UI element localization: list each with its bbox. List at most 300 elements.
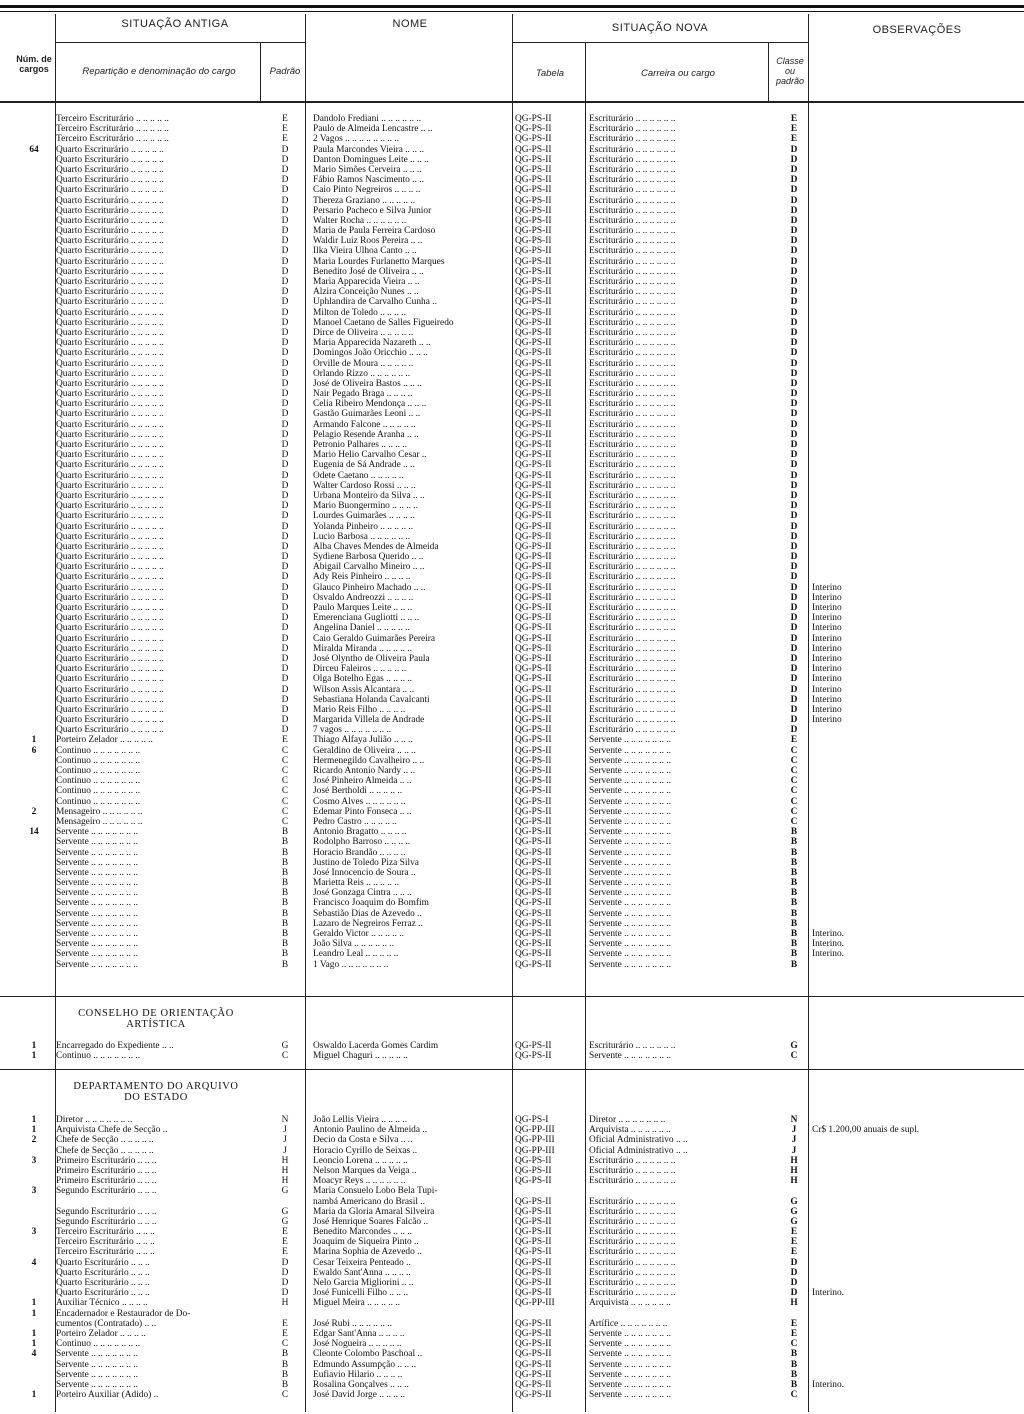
cell-nome: Pedro Castro .. .. .. .. .. xyxy=(313,816,397,827)
cell-classe: D xyxy=(790,348,798,359)
table-row xyxy=(0,685,1024,695)
cell-carreira: Escriturário .. .. .. .. .. .. xyxy=(589,226,676,237)
cell-nome: Horacio Cyrillo de Seixas .. xyxy=(313,1145,418,1156)
cell-classe: D xyxy=(790,725,798,736)
cell-classe: D xyxy=(790,205,798,216)
cell-nome: Maria Consuelo Lobo Bela Tupi- xyxy=(313,1186,438,1197)
table-row xyxy=(0,623,1024,633)
cell-nome: 7 vagos .. .. .. .. .. .. .. xyxy=(313,725,392,736)
cell-classe: D xyxy=(790,521,798,532)
cell-carreira: Escriturário .. .. .. .. .. .. xyxy=(589,1247,676,1258)
cell-reparticao: Quarto Escriturário .. .. .. .. .. xyxy=(56,531,164,542)
cell-padrao: D xyxy=(281,195,289,206)
cell-reparticao: Quarto Escriturário .. .. .. .. .. xyxy=(56,653,164,664)
cell-tabela: QG-PS-II xyxy=(515,1278,552,1288)
header-divider-left xyxy=(55,42,305,43)
cell-classe: E xyxy=(790,1227,798,1238)
cell-tabela: QG-PS-II xyxy=(515,297,552,308)
cell-tabela: QG-PS-II xyxy=(515,317,552,328)
cell-reparticao: Servente .. .. .. .. .. .. .. xyxy=(56,1359,139,1370)
cell-reparticao: Quarto Escriturário .. .. .. .. .. xyxy=(56,205,164,216)
table-row xyxy=(0,919,1024,929)
cell-tabela: QG-PS-II xyxy=(515,694,552,705)
cell-padrao: G xyxy=(281,1041,289,1051)
cell-nome: Thiago Alfaya Julião .. .. .. xyxy=(313,735,413,746)
table-row xyxy=(0,124,1024,134)
cell-tabela: QG-PS-II xyxy=(515,898,552,909)
cell-tabela: QG-PS-II xyxy=(515,704,552,715)
cell-reparticao: Continuo .. .. .. .. .. .. .. xyxy=(56,745,141,756)
cell-padrao: B xyxy=(281,929,289,939)
cell-carreira: Servente .. .. .. .. .. .. .. xyxy=(589,949,672,960)
cell-classe: D xyxy=(790,236,798,247)
cell-reparticao: Quarto Escriturário .. .. .. .. .. xyxy=(56,460,164,471)
cell-tabela: QG-PS-II xyxy=(515,236,552,247)
cell-reparticao: Quarto Escriturário .. .. .. .. .. xyxy=(56,358,164,369)
cell-carreira: Escriturário .. .. .. .. .. .. xyxy=(589,327,676,338)
cell-nome: Persario Pacheco e Silva Junior xyxy=(313,205,432,216)
cell-classe: D xyxy=(790,592,798,603)
cell-tabela: QG-PS-II xyxy=(515,266,552,277)
cell-classe: D xyxy=(790,623,798,634)
cell-tabela: QG-PS-II xyxy=(515,715,552,726)
cell-carreira: Escriturário .. .. .. .. .. .. xyxy=(589,1165,676,1176)
cell-carreira: Escriturário .. .. .. .. .. .. xyxy=(589,124,676,135)
cell-tabela: QG-PP-III xyxy=(515,1125,555,1136)
cell-carreira: Servente .. .. .. .. .. .. .. xyxy=(589,1051,672,1062)
cell-reparticao: Quarto Escriturário .. .. .. .. .. xyxy=(56,490,164,501)
cell-padrao: D xyxy=(281,715,289,726)
table-row xyxy=(0,226,1024,236)
cell-observacoes: Interino. xyxy=(812,1379,845,1390)
cell-num-cargos: 1 xyxy=(31,1125,37,1136)
table-row xyxy=(0,1227,1024,1237)
table-row xyxy=(0,1247,1024,1257)
cell-tabela: QG-PS-II xyxy=(515,949,552,960)
cell-tabela: QG-PS-II xyxy=(515,256,552,267)
column-rule-classe-head xyxy=(768,42,769,102)
cell-carreira: Escriturário .. .. .. .. .. .. xyxy=(589,419,676,430)
cell-carreira: Escriturário .. .. .. .. .. .. xyxy=(589,175,676,186)
cell-nome: Maria Apparecida Nazareth .. .. xyxy=(313,338,431,349)
cell-classe: D xyxy=(790,603,798,613)
cell-padrao: D xyxy=(281,236,289,247)
cell-padrao: D xyxy=(281,409,289,420)
cell-reparticao: Quarto Escriturário .. .. .. .. .. xyxy=(56,307,164,318)
cell-padrao: E xyxy=(282,114,288,124)
cell-reparticao: Chefe de Secção .. .. .. .. .. xyxy=(56,1135,154,1146)
cell-tabela: QG-PS-II xyxy=(515,501,552,512)
cell-nome: Urbana Monteiro da Silva .. .. xyxy=(313,490,425,501)
cell-nome: Hermenegildo Cavalheiro .. .. xyxy=(313,755,425,766)
table-body-conselho xyxy=(0,1041,1024,1061)
cell-reparticao: Quarto Escriturário .. .. .. .. .. xyxy=(56,287,164,298)
table-row xyxy=(0,206,1024,216)
cell-classe: B xyxy=(790,898,798,909)
cell-carreira: Oficial Administrativo .. .. xyxy=(589,1135,688,1146)
cell-classe: D xyxy=(790,389,798,400)
table-row xyxy=(0,1125,1024,1135)
cell-padrao: D xyxy=(281,205,289,216)
table-row xyxy=(0,1329,1024,1339)
cell-tabela: QG-PS-II xyxy=(515,1196,552,1207)
cell-carreira: Escriturário .. .. .. .. .. .. xyxy=(589,1237,676,1248)
cell-padrao: D xyxy=(281,664,289,675)
table-row xyxy=(0,898,1024,908)
table-row xyxy=(0,328,1024,338)
cell-padrao: H xyxy=(281,1298,289,1309)
cell-padrao: B xyxy=(281,949,289,960)
cell-padrao: D xyxy=(281,623,289,634)
table-row xyxy=(0,196,1024,206)
cell-padrao: B xyxy=(281,878,289,889)
cell-carreira: Escriturário .. .. .. .. .. .. xyxy=(589,490,676,501)
cell-carreira: Escriturário .. .. .. .. .. .. xyxy=(589,623,676,634)
cell-tabela: QG-PS-II xyxy=(515,806,552,817)
cell-classe: D xyxy=(790,1267,798,1278)
cell-carreira: Servente .. .. .. .. .. .. .. xyxy=(589,837,672,848)
top-rule-thin xyxy=(0,11,1024,12)
cell-reparticao: Quarto Escriturário .. .. .. .. .. xyxy=(56,704,164,715)
cell-observacoes: Interino. xyxy=(812,939,845,950)
cell-padrao: G xyxy=(281,1186,289,1197)
cell-padrao: B xyxy=(281,867,289,878)
cell-nome: Olga Botelho Egas .. .. .. .. xyxy=(313,674,412,685)
cell-padrao: B xyxy=(281,847,289,858)
cell-tabela: QG-PS-II xyxy=(515,348,552,359)
cell-reparticao: Quarto Escriturário .. .. .. .. .. xyxy=(56,409,164,420)
table-row xyxy=(0,1237,1024,1247)
table-row xyxy=(0,929,1024,939)
cell-tabela: QG-PS-II xyxy=(515,664,552,675)
cell-carreira: Escriturário .. .. .. .. .. .. xyxy=(589,1227,676,1238)
cell-classe: C xyxy=(790,755,798,766)
cell-padrao: C xyxy=(281,766,289,776)
cell-classe: C xyxy=(790,776,798,787)
cell-carreira: Escriturário .. .. .. .. .. .. xyxy=(589,694,676,705)
table-row xyxy=(0,715,1024,725)
cell-classe: D xyxy=(790,694,798,705)
table-row xyxy=(0,236,1024,246)
cell-carreira: Escriturário .. .. .. .. .. .. xyxy=(589,480,676,491)
cell-nome: Caio Pinto Negreiros .. .. .. .. xyxy=(313,185,421,196)
cell-reparticao: Quarto Escriturário .. .. .. .. .. xyxy=(56,419,164,430)
cell-classe: D xyxy=(790,704,798,715)
cell-num-cargos: 1 xyxy=(31,1115,37,1125)
cell-observacoes: Interino. xyxy=(812,1288,845,1299)
cell-nome: José David Jorge .. .. .. .. xyxy=(313,1390,406,1401)
cell-classe: D xyxy=(790,419,798,430)
cell-tabela: QG-PS-II xyxy=(515,154,552,165)
cell-classe: D xyxy=(790,399,798,410)
table-row xyxy=(0,389,1024,399)
table-row xyxy=(0,756,1024,766)
cell-tabela: QG-PS-II xyxy=(515,755,552,766)
table-row xyxy=(0,1146,1024,1156)
cell-padrao: D xyxy=(281,399,289,410)
table-row xyxy=(0,145,1024,155)
cell-carreira: Escriturário .. .. .. .. .. .. xyxy=(589,144,676,155)
cell-padrao: C xyxy=(281,1339,289,1350)
cell-num-cargos: 2 xyxy=(31,806,37,817)
table-row xyxy=(0,562,1024,572)
cell-reparticao: Servente .. .. .. .. .. .. .. xyxy=(56,959,139,970)
cell-nome: Danton Domingues Leite .. .. .. xyxy=(313,154,429,165)
cell-reparticao: Quarto Escriturário .. .. .. .. .. xyxy=(56,317,164,328)
cell-padrao: C xyxy=(281,745,289,756)
cell-tabela: QG-PS-II xyxy=(515,653,552,664)
cell-carreira: Escriturário .. .. .. .. .. .. xyxy=(589,256,676,267)
cell-nome: Wilson Assis Alcantara .. .. xyxy=(313,684,415,695)
cell-padrao: D xyxy=(281,164,289,175)
cell-padrao: B xyxy=(281,1379,289,1390)
cell-nome: Cesar Teixeira Penteado .. xyxy=(313,1257,411,1268)
cell-classe: D xyxy=(790,531,798,542)
cell-reparticao: Terceiro Escriturário .. .. .. xyxy=(56,1247,155,1258)
cell-reparticao: Encarregado do Expediente .. .. xyxy=(56,1041,174,1051)
table-row xyxy=(0,695,1024,705)
table-row xyxy=(0,1217,1024,1227)
cell-classe: D xyxy=(790,338,798,349)
cell-reparticao: Quarto Escriturário .. .. .. xyxy=(56,1257,150,1268)
table-row xyxy=(0,379,1024,389)
cell-padrao: D xyxy=(281,317,289,328)
table-row xyxy=(0,746,1024,756)
cell-num-cargos: 14 xyxy=(29,827,39,838)
table-row xyxy=(0,858,1024,868)
cell-nome: Cleonte Colombo Paschoal .. xyxy=(313,1349,423,1360)
cell-reparticao: Quarto Escriturário .. .. .. .. .. xyxy=(56,277,164,287)
cell-observacoes: Interino xyxy=(812,582,842,593)
cell-carreira: Artífice .. .. .. .. .. .. .. xyxy=(589,1318,668,1329)
cell-tabela: QG-PS-II xyxy=(515,277,552,287)
table-row xyxy=(0,348,1024,358)
cell-nome: Paula Marcondes Vieira .. .. .. xyxy=(313,144,424,155)
cell-observacoes: Interino xyxy=(812,623,842,634)
cell-classe: B xyxy=(790,939,798,950)
cell-classe: D xyxy=(790,643,798,654)
cell-reparticao: Quarto Escriturário .. .. .. .. .. xyxy=(56,623,164,634)
cell-reparticao: Quarto Escriturário .. .. .. .. .. xyxy=(56,256,164,267)
table-row xyxy=(0,572,1024,582)
cell-nome: José Nogueira .. .. .. .. .. xyxy=(313,1339,402,1350)
cell-reparticao: Quarto Escriturário .. .. .. .. .. xyxy=(56,541,164,552)
cell-nome: Ilka Vieira Ulhoa Canto .. .. xyxy=(313,246,417,257)
cell-reparticao: Quarto Escriturário .. .. .. .. .. xyxy=(56,643,164,654)
cell-classe: D xyxy=(790,287,798,298)
cell-carreira: Escriturário .. .. .. .. .. .. xyxy=(589,460,676,471)
cell-nome: Paulo de Almeida Lencastre .. .. xyxy=(313,124,433,135)
cell-nome: Edmundo Assumpção .. .. .. xyxy=(313,1359,417,1370)
cell-nome: Leandro Leal .. .. .. .. .. xyxy=(313,949,399,960)
cell-tabela: QG-PS-II xyxy=(515,541,552,552)
section-title-conselho-line1: CONSELHO DE ORIENTAÇÃO xyxy=(78,1008,234,1019)
cell-tabela: QG-PS-II xyxy=(515,959,552,970)
cell-padrao: C xyxy=(281,796,289,807)
cell-tabela: QG-PS-II xyxy=(515,531,552,542)
cell-nome: Miguel Chaguri .. .. .. .. .. xyxy=(313,1051,408,1062)
table-row xyxy=(0,318,1024,328)
cell-classe: B xyxy=(790,918,798,929)
cell-classe: J xyxy=(791,1145,797,1156)
cell-reparticao: Quarto Escriturário .. .. .. .. .. xyxy=(56,450,164,461)
cell-tabela: QG-PS-II xyxy=(515,552,552,563)
table-row xyxy=(0,1186,1024,1196)
section-title-conselho-line2: ARTÍSTICA xyxy=(126,1019,186,1030)
cell-carreira: Servente .. .. .. .. .. .. .. xyxy=(589,1328,672,1339)
table-row xyxy=(0,644,1024,654)
cell-tabela: QG-PS-II xyxy=(515,327,552,338)
cell-reparticao: Segundo Escriturário .. .. .. xyxy=(56,1206,157,1217)
cell-padrao: D xyxy=(281,592,289,603)
cell-nome: Eugenia de Sá Andrade .. .. xyxy=(313,460,415,471)
cell-observacoes: Interino xyxy=(812,603,842,613)
cell-reparticao: Continuo .. .. .. .. .. .. .. xyxy=(56,766,141,776)
cell-carreira: Escriturário .. .. .. .. .. .. xyxy=(589,368,676,379)
cell-reparticao: Mensageiro .. .. .. .. .. .. xyxy=(56,806,143,817)
cell-carreira: Escriturário .. .. .. .. .. .. xyxy=(589,205,676,216)
table-row xyxy=(0,1288,1024,1298)
cell-tabela: QG-PS-II xyxy=(515,205,552,216)
cell-padrao: B xyxy=(281,1359,289,1370)
cell-carreira: Servente .. .. .. .. .. .. .. xyxy=(589,755,672,766)
section-title-arquivo xyxy=(56,1081,256,1103)
cell-classe: C xyxy=(790,1339,798,1350)
cell-classe: D xyxy=(790,185,798,196)
cell-classe: D xyxy=(790,327,798,338)
cell-padrao: D xyxy=(281,154,289,165)
cell-classe: D xyxy=(790,613,798,624)
cell-reparticao: Quarto Escriturário .. .. .. .. .. xyxy=(56,266,164,277)
table-row xyxy=(0,1370,1024,1380)
cell-nome: Maria Lourdes Furlanetto Marques xyxy=(313,256,445,267)
table-row xyxy=(0,725,1024,735)
cell-classe: E xyxy=(790,124,798,135)
table-row xyxy=(0,797,1024,807)
cell-reparticao: Terceiro Escriturário .. .. .. xyxy=(56,1237,155,1248)
cell-carreira: Escriturário .. .. .. .. .. .. xyxy=(589,429,676,440)
cell-carreira: Servente .. .. .. .. .. .. .. xyxy=(589,1369,672,1380)
cell-nome: Nelo Garcia Migliorini .. .. xyxy=(313,1278,414,1288)
cell-carreira: Escriturário .. .. .. .. .. .. xyxy=(589,236,676,247)
cell-reparticao: Continuo .. .. .. .. .. .. .. xyxy=(56,1051,141,1062)
cell-nome: Eufiavio Hilario .. .. .. .. xyxy=(313,1369,403,1380)
cell-observacoes: Interino xyxy=(812,613,842,624)
cell-classe: E xyxy=(790,1247,798,1258)
table-row xyxy=(0,949,1024,959)
cell-reparticao: Segundo Escriturário .. .. .. xyxy=(56,1186,157,1197)
cell-classe: B xyxy=(790,959,798,970)
cell-tabela: QG-PS-II xyxy=(515,684,552,695)
cell-carreira: Escriturário .. .. .. .. .. .. xyxy=(589,134,676,145)
cell-padrao: D xyxy=(281,277,289,287)
cell-carreira: Escriturário .. .. .. .. .. .. xyxy=(589,664,676,675)
cell-tabela: QG-PS-II xyxy=(515,419,552,430)
cell-nome: Mario Reis Filho .. .. .. .. xyxy=(313,704,406,715)
cell-padrao: D xyxy=(281,480,289,491)
cell-reparticao: Quarto Escriturário .. .. .. .. .. xyxy=(56,572,164,583)
cell-reparticao: Quarto Escriturário .. .. .. .. .. xyxy=(56,297,164,308)
cell-carreira: Escriturário .. .. .. .. .. .. xyxy=(589,399,676,410)
cell-padrao: D xyxy=(281,256,289,267)
cell-reparticao: Quarto Escriturário .. .. .. .. .. xyxy=(56,562,164,573)
cell-carreira: Escriturário .. .. .. .. .. .. xyxy=(589,521,676,532)
cell-padrao: D xyxy=(281,552,289,563)
cell-classe: D xyxy=(790,378,798,389)
cell-classe: D xyxy=(790,1278,798,1288)
cell-padrao: E xyxy=(282,134,288,145)
cell-carreira: Escriturário .. .. .. .. .. .. xyxy=(589,470,676,481)
cell-classe: B xyxy=(790,949,798,960)
cell-classe: D xyxy=(790,368,798,379)
cell-padrao: D xyxy=(281,603,289,613)
cell-carreira: Escriturário .. .. .. .. .. .. xyxy=(589,338,676,349)
cell-reparticao: cumentos (Contratado) .. .. xyxy=(56,1318,157,1329)
cell-reparticao: Servente .. .. .. .. .. .. .. xyxy=(56,898,139,909)
cell-num-cargos: 1 xyxy=(31,1339,37,1350)
cell-nome: Emerenciana Gugliotti .. .. .. xyxy=(313,613,420,624)
cell-carreira: Escriturário .. .. .. .. .. .. xyxy=(589,704,676,715)
cell-tabela: QG-PS-II xyxy=(515,358,552,369)
cell-nome: Joaquim de Siqueira Pinto .. xyxy=(313,1237,419,1248)
cell-carreira: Servente .. .. .. .. .. .. .. xyxy=(589,918,672,929)
cell-padrao: D xyxy=(281,490,289,501)
header-nome: NOME xyxy=(392,18,428,30)
cell-padrao: E xyxy=(282,1247,288,1258)
cell-classe: D xyxy=(790,664,798,675)
cell-padrao: D xyxy=(281,704,289,715)
cell-reparticao: Quarto Escriturário .. .. .. .. .. xyxy=(56,429,164,440)
table-row xyxy=(0,460,1024,470)
cell-classe: H xyxy=(790,1298,798,1309)
table-row xyxy=(0,1041,1024,1051)
table-row xyxy=(0,766,1024,776)
cell-classe: H xyxy=(790,1165,798,1176)
cell-nome: Dirce de Oliveira .. .. .. .. .. xyxy=(313,327,414,338)
cell-tabela: QG-PS-II xyxy=(515,562,552,573)
cell-nome: Benedito José de Oliveira .. .. xyxy=(313,266,424,277)
cell-nome: nambá Americano do Brasil .. xyxy=(313,1196,425,1207)
cell-reparticao: Primeiro Escriturário .. .. .. xyxy=(56,1165,157,1176)
cell-padrao: D xyxy=(281,338,289,349)
cell-tabela: QG-PS-II xyxy=(515,1206,552,1217)
cell-carreira: Escriturário .. .. .. .. .. .. xyxy=(589,215,676,226)
cell-tabela: QG-PS-II xyxy=(515,490,552,501)
cell-tabela: QG-PS-II xyxy=(515,1379,552,1390)
cell-tabela: QG-PS-II xyxy=(515,888,552,899)
cell-reparticao: Quarto Escriturário .. .. .. .. .. xyxy=(56,582,164,593)
cell-carreira: Servente .. .. .. .. .. .. .. xyxy=(589,867,672,878)
cell-padrao: D xyxy=(281,327,289,338)
cell-num-cargos: 3 xyxy=(31,1155,37,1166)
cell-reparticao: Quarto Escriturário .. .. .. .. .. xyxy=(56,338,164,349)
cell-padrao: D xyxy=(281,582,289,593)
cell-tabela: QG-PS-II xyxy=(515,1369,552,1380)
cell-nome: Lucio Barbosa .. .. .. .. .. .. xyxy=(313,531,411,542)
cell-observacoes: Interino xyxy=(812,653,842,664)
cell-tabela: QG-PS-II xyxy=(515,440,552,450)
cell-padrao: D xyxy=(281,633,289,644)
table-row xyxy=(0,1258,1024,1268)
cell-classe: D xyxy=(790,552,798,563)
cell-carreira: Servente .. .. .. .. .. .. .. xyxy=(589,929,672,939)
cell-classe: C xyxy=(790,1390,798,1401)
cell-nome: Sebastiana Holanda Cavalcanti xyxy=(313,694,430,705)
cell-nome: Lourdes Guimarães .. .. .. .. xyxy=(313,511,415,522)
table-row xyxy=(0,878,1024,888)
cell-nome: Dandolo Frediani .. .. .. .. .. .. xyxy=(313,114,422,124)
cell-classe: B xyxy=(790,857,798,868)
